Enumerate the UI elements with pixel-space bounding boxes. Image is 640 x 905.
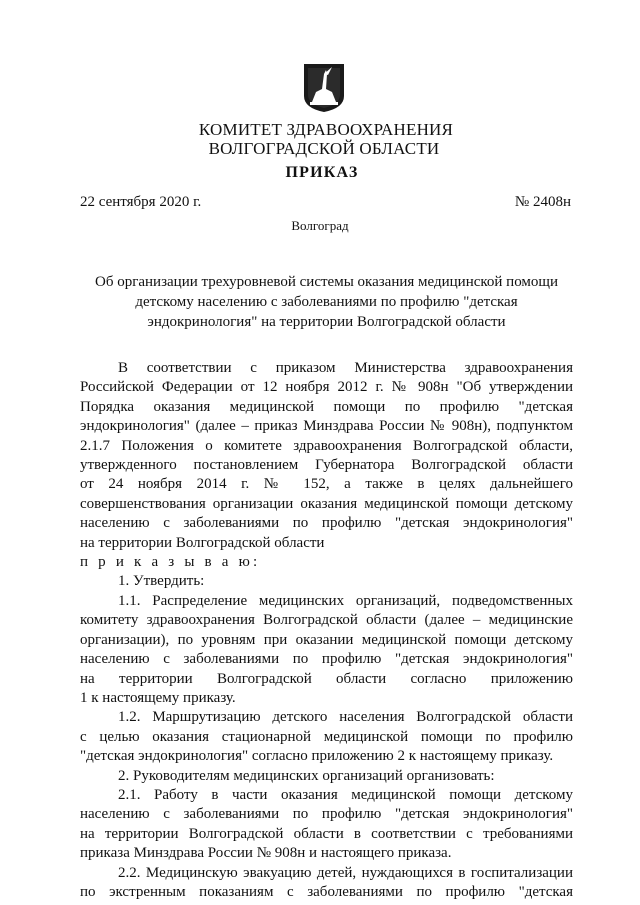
body-line: на территории Волгоградской области	[80, 534, 325, 551]
body-line: от 24 ноября 2014 г. № 152, а также в целях дальнейшего	[80, 476, 573, 493]
city-name: Волгоград	[291, 218, 349, 233]
body-line: комитету здравоохранения Волгоградской области (далее – медицинские	[80, 612, 573, 629]
organization-name-line2: ВОЛГОГРАДСКОЙ ОБЛАСТИ	[208, 139, 440, 158]
body-line: 1 к настоящему приказу.	[80, 689, 236, 706]
body-line: населению с заболеваниями по профилю "детская эндокринология"	[80, 515, 573, 532]
body-line: 2.1.7 Положения о комитете здравоохранения Волгоградской области,	[80, 437, 573, 454]
subject-line: эндокринология" на территории Волгоградской области	[147, 314, 506, 330]
subject-line: детскому населению с заболеваниями по профилю "детская	[135, 294, 518, 310]
body-line: 2.1. Работу в части оказания медицинской помощи детскому	[118, 786, 573, 803]
body-line: Порядка оказания медицинской помощи по профилю "детская	[80, 398, 573, 415]
body-line: населению с заболеваниями по профилю "детская эндокринология"	[80, 806, 573, 823]
order-directive: п р и к а з ы в а ю:	[80, 554, 261, 571]
body-line: приказа Минздрава России № 908н и настоящего приказа.	[80, 845, 452, 862]
body-line: по экстренным показаниям с заболеваниями по профилю "детская	[80, 883, 573, 900]
body-line: организации), по уровням при оказании медицинской помощи детскому	[80, 631, 573, 648]
body-line: населению с заболеваниями по профилю "детская эндокринология"	[80, 651, 573, 668]
body-line: "детская эндокринология" согласно приложению 2 к настоящему приказу.	[80, 748, 554, 765]
order-number: № 2408н	[514, 194, 571, 210]
body-line: Российской Федерации от 12 ноября 2012 г. № 908н "Об утверждении	[80, 379, 573, 396]
order-body	[80, 359, 573, 902]
body-line: 1.1. Распределение медицинских организаций, подведомственных	[118, 592, 573, 609]
body-line: совершенствования организации оказания медицинской помощи детскому	[80, 495, 573, 512]
body-line: на территории Волгоградской области в соответствии с требованиями	[80, 825, 573, 842]
body-line: на территории Волгоградской области согласно приложению	[80, 670, 573, 687]
body-line: В соответствии с приказом Министерства здравоохранения	[118, 360, 573, 376]
body-line: с целью оказания стационарной медицинской помощи по профилю	[80, 728, 573, 745]
order-date: 22 сентября 2020 г.	[80, 194, 202, 210]
body-line: 2. Руководителям медицинских организаций организовать:	[118, 767, 495, 784]
document-type-title: ПРИКАЗ	[285, 164, 359, 181]
organization-name-line1: КОМИТЕТ ЗДРАВООХРАНЕНИЯ	[198, 120, 454, 139]
body-line: эндокринология" (далее – приказ Минздрава России № 908н), подпунктом	[80, 418, 573, 435]
body-line: 1. Утвердить:	[118, 573, 205, 590]
volgograd-coat-of-arms-icon	[302, 62, 346, 114]
body-line: утвержденного постановлением Губернатора Волгоградской области	[80, 457, 573, 474]
body-line: 1.2. Маршрутизацию детского населения Волгоградской области	[118, 709, 573, 726]
body-line: 2.2. Медицинскую эвакуацию детей, нуждающихся в госпитализации	[118, 864, 573, 881]
subject-line: Об организации трехуровневой системы оказания медицинской помощи	[95, 274, 558, 290]
order-subject	[80, 272, 573, 332]
